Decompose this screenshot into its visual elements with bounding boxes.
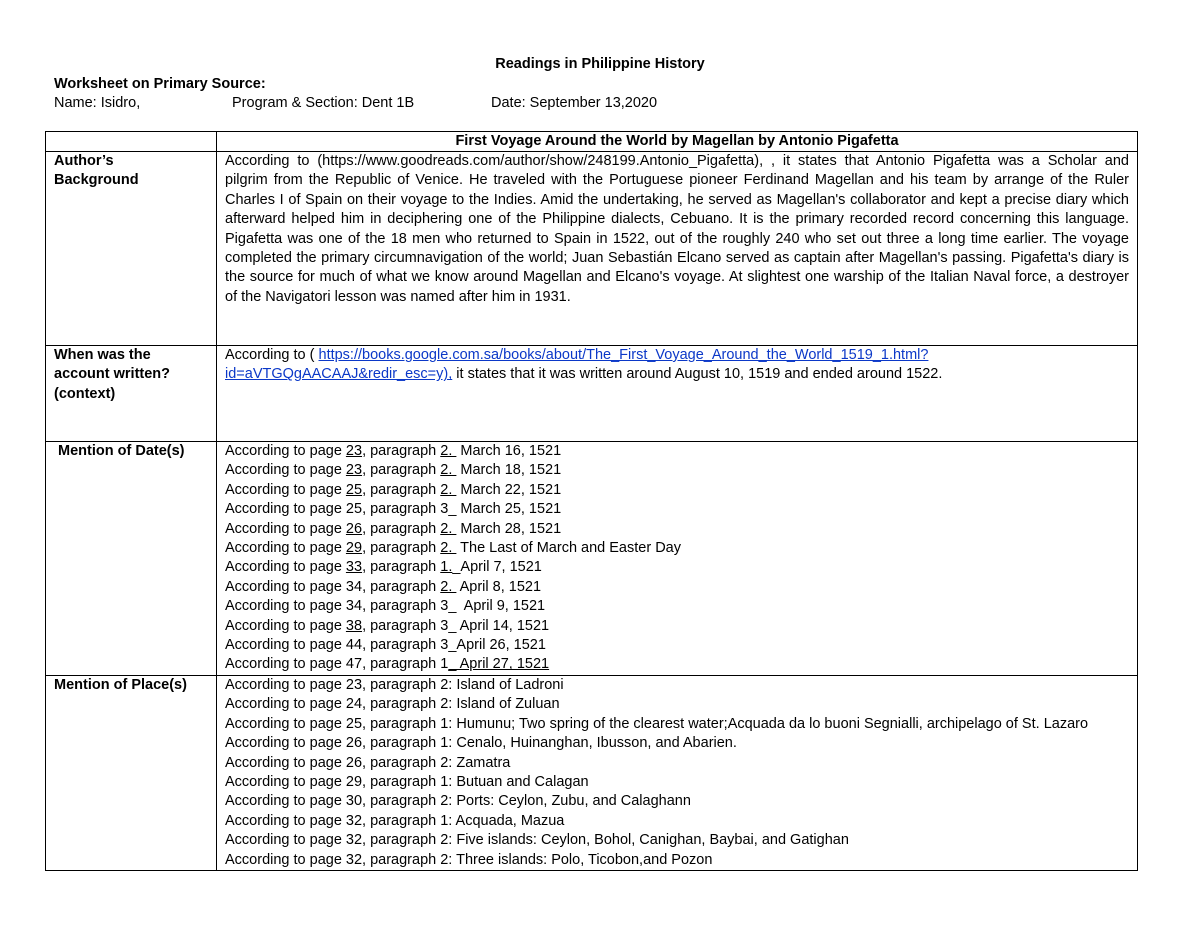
date-entry: According to page 38, paragraph 3_ April 14, 1521 xyxy=(225,617,550,634)
date-entry: According to page 47, paragraph 1_ April 27, 1521 xyxy=(225,656,550,673)
empty-heading-cell xyxy=(46,132,217,152)
places-row xyxy=(46,675,1138,870)
place-entry: According to page 23, paragraph 2: Island of Ladroni xyxy=(225,676,564,693)
written-label: When was the account written? (context) xyxy=(46,346,217,442)
date-entry: According to page 29, paragraph 2. The Last of March and Easter Day xyxy=(225,540,681,557)
worksheet-label: Worksheet on Primary Source: xyxy=(54,76,266,92)
dates-label: Mention of Date(s) xyxy=(46,442,217,676)
source-link[interactable]: https://books.google.com.sa/books/about/The_First_Voyage_Around_the_World_1519_1.html? xyxy=(318,347,929,363)
place-entry: According to page 32, paragraph 1: Acquada, Mazua xyxy=(225,812,565,829)
place-entry: According to page 32, paragraph 2: Three islands: Polo, Ticobon,and Pozon xyxy=(225,851,713,868)
date-entry: According to page 34, paragraph 3_ April 9, 1521 xyxy=(225,598,546,615)
program-section-field: Program & Section: Dent 1B xyxy=(232,95,415,111)
worksheet-table xyxy=(45,131,1138,871)
written-row xyxy=(46,346,1138,442)
place-entry: According to page 30, paragraph 2: Ports: Ceylon, Zubu, and Calaghann xyxy=(225,793,691,810)
places-list xyxy=(217,675,1138,870)
place-entry: According to page 25, paragraph 1: Humunu; Two spring of the clearest water;Acquada da lo buoni Segnialli, archipelago of St. Lazaro xyxy=(225,715,1089,732)
date-entry: According to page 25, paragraph 2. March 22, 1521 xyxy=(225,481,562,498)
table-heading-row xyxy=(46,132,1138,152)
student-info-row xyxy=(54,95,854,113)
written-text: According to ( https://books.google.com.sa/books/about/The_First_Voyage_Around_the_World_1519_1.html? id=aVTGQgAACAAJ&redir_esc=y), it states that it was written around August 10, 1519 and ended around 1522. xyxy=(217,346,1138,442)
dates-list xyxy=(217,442,1138,676)
background-label: Author’s Background xyxy=(46,152,217,346)
date-entry: According to page 44, paragraph 3_April 26, 1521 xyxy=(225,637,546,654)
table-heading: First Voyage Around the World by Magellan by Antonio Pigafetta xyxy=(217,132,1138,152)
date-entry: According to page 33, paragraph 1._April 7, 1521 xyxy=(225,559,542,576)
date-entry: According to page 26, paragraph 2. March 28, 1521 xyxy=(225,520,562,537)
date-entry: According to page 23, paragraph 2. March 18, 1521 xyxy=(225,462,562,479)
date-field: Date: September 13,2020 xyxy=(491,95,658,111)
page-title: Readings in Philippine History xyxy=(495,56,705,72)
date-entry: According to page 23, paragraph 2. March 16, 1521 xyxy=(225,443,562,459)
background-row xyxy=(46,152,1138,346)
places-label: Mention of Place(s) xyxy=(46,675,217,870)
dates-row xyxy=(46,442,1138,676)
place-entry: According to page 29, paragraph 1: Butuan and Calagan xyxy=(225,773,589,790)
place-entry: According to page 24, paragraph 2: Island of Zuluan xyxy=(225,696,560,713)
date-entry: According to page 34, paragraph 2. April 8, 1521 xyxy=(225,578,542,595)
place-entry: According to page 26, paragraph 2: Zamatra xyxy=(225,754,511,771)
place-entry: According to page 32, paragraph 2: Five islands: Ceylon, Bohol, Canighan, Baybai, and Gatighan xyxy=(225,832,849,849)
date-entry: According to page 25, paragraph 3_ March 25, 1521 xyxy=(225,501,562,518)
background-text: According to (https://www.goodreads.com/author/show/248199.Antonio_Pigafetta), , it states that Antonio Pigafetta was a Scholar and pilgrim from the Republic of Venice. He traveled with the Portuguese pioneer Ferdinand Magellan and his team by arrange of the Ruler Charles I of Spain on their voyage to the Indies. Amid the undertaking, he served as Magellan's collaborator and kept a precise diary which afterward helped him in deciphering one of the Philippine dialects, Cebuano. It is the primary recorded record concerning this language. Pigafetta was one of the 18 men who returned to Spain in 1522, out of the roughly 240 who set out three a long time earlier. The voyage completed the primary circumnavigation of the world; Juan Sebastián Elcano served as captain after Magellan's passing. Pigafetta's diary is the source for much of what we know around Magellan and Elcano's voyage. At slightest one warship of the Italian Naval force, a destroyer of the Navigatori lesson was named after him in 1931. xyxy=(217,152,1138,346)
source-link-continued[interactable]: id=aVTGQgAACAAJ&redir_esc=y), xyxy=(225,366,453,383)
place-entry: According to page 26, paragraph 1: Cenalo, Huinanghan, Ibusson, and Abarien. xyxy=(225,735,737,752)
name-field: Name: Isidro, xyxy=(54,95,141,111)
